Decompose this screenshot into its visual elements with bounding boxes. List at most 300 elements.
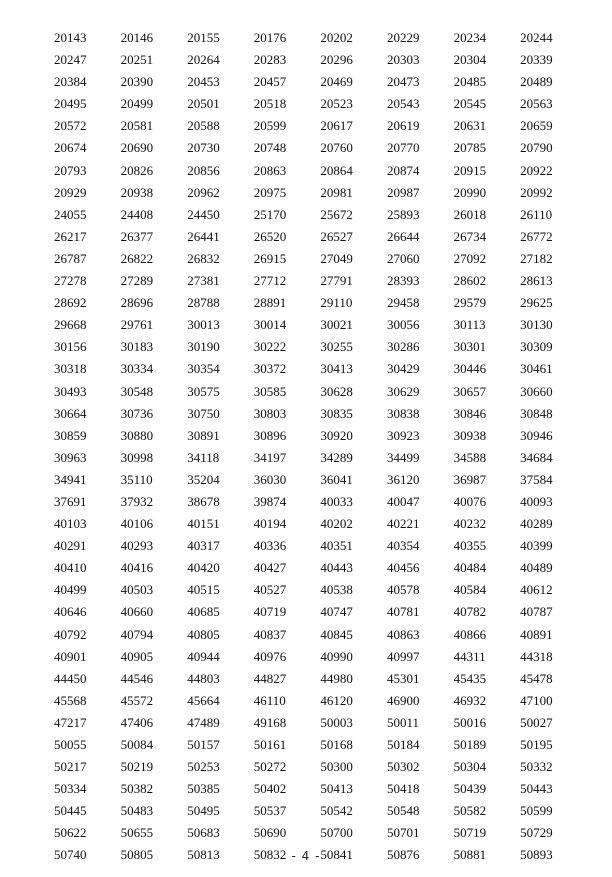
- number-cell: 46110: [253, 692, 286, 708]
- number-cell: 20234: [453, 30, 487, 45]
- number-cell: 30629: [386, 383, 420, 399]
- number-cell: 30575: [187, 383, 220, 399]
- number-cell: 20499: [120, 96, 154, 112]
- number-cell: 36120: [386, 471, 420, 487]
- number-cell: 20202: [320, 30, 353, 45]
- number-cell: 20390: [120, 74, 154, 90]
- number-cell: 20856: [187, 162, 220, 178]
- number-cell: 36030: [253, 471, 287, 487]
- number-cell: 25672: [320, 206, 353, 222]
- number-cell: 20155: [187, 30, 220, 45]
- number-cell: 27791: [320, 273, 353, 289]
- number-cell: 50542: [320, 803, 353, 819]
- number-cell: 40976: [253, 648, 287, 664]
- number-cell: 20581: [120, 118, 154, 134]
- number-cell: 40399: [520, 538, 553, 554]
- number-cell: 26822: [120, 250, 154, 266]
- number-cell: 40863: [386, 626, 420, 642]
- number-cell: 20793: [54, 162, 87, 178]
- number-cell: 20304: [453, 52, 487, 68]
- number-cell: 50701: [386, 825, 420, 841]
- number-cell: 30938: [453, 427, 487, 443]
- number-cell: 27060: [386, 250, 420, 266]
- number-cell: 50690: [253, 825, 287, 841]
- number-cell: 30113: [453, 317, 486, 333]
- number-cell: 27289: [120, 273, 154, 289]
- number-cell: 26915: [253, 250, 287, 266]
- number-cell: 27381: [187, 273, 220, 289]
- number-cell: 30891: [187, 427, 220, 443]
- number-cell: 30286: [386, 339, 420, 355]
- number-cell: 20599: [253, 118, 287, 134]
- number-cell: 50189: [453, 737, 487, 752]
- number-cell: 45664: [187, 692, 220, 708]
- number-cell: 50813: [187, 847, 220, 863]
- number-cell: 50841: [320, 847, 353, 863]
- number-cell: 20457: [253, 74, 287, 90]
- number-cell: 30183: [120, 339, 154, 355]
- number-cell: 40033: [320, 493, 353, 509]
- number-cell: 28692: [54, 295, 87, 311]
- number-cell: 40805: [187, 626, 220, 642]
- number-cell: 30946: [520, 427, 553, 443]
- number-cell: 40232: [453, 516, 487, 532]
- number-cell: 29625: [520, 295, 553, 311]
- number-cell: 30664: [54, 405, 87, 421]
- number-cell: 30657: [453, 383, 487, 399]
- number-cell: 29668: [54, 317, 87, 333]
- number-cell: 20473: [386, 74, 420, 90]
- number-cell: 30255: [320, 339, 353, 355]
- number-cell: 30354: [187, 361, 220, 377]
- number-cell: 30859: [54, 427, 87, 443]
- number-cell: 20469: [320, 74, 353, 90]
- number-cell: 50334: [54, 781, 87, 797]
- number-cell: 28602: [453, 273, 487, 289]
- number-cell: 30222: [253, 339, 287, 355]
- number-cell: 28891: [253, 295, 287, 311]
- number-cell: 28613: [520, 273, 553, 289]
- number-cell: 30190: [187, 339, 220, 355]
- number-cell: 20864: [320, 162, 353, 178]
- number-cell: 25170: [253, 206, 287, 222]
- number-cell: 40151: [187, 516, 220, 532]
- number-cell: 30301: [453, 339, 487, 355]
- number-cell: 36041: [320, 471, 353, 487]
- number-cell: 40291: [54, 538, 87, 554]
- number-cell: 20572: [54, 118, 87, 134]
- number-cell: 50537: [253, 803, 287, 819]
- number-cell: 29761: [120, 317, 154, 333]
- number-cell: 46932: [453, 692, 487, 708]
- number-cell: 20659: [520, 118, 553, 134]
- number-cell: 44318: [520, 648, 553, 664]
- number-cell: 26217: [54, 228, 87, 244]
- number-cell: 50683: [187, 825, 220, 841]
- number-cell: 45568: [54, 692, 87, 708]
- number-cell: 40503: [120, 582, 154, 598]
- number-cell: 40202: [320, 516, 353, 532]
- number-cell: 50272: [253, 759, 287, 775]
- number-cell: 30493: [54, 383, 87, 399]
- number-cell: 20785: [453, 140, 487, 156]
- page-number: - 4 -: [291, 849, 321, 863]
- number-cell: 30548: [120, 383, 154, 399]
- number-cell: 39874: [253, 493, 287, 509]
- number-cell: 50805: [120, 847, 154, 863]
- number-cell: 50300: [320, 759, 353, 775]
- number-cell: 40456: [386, 560, 420, 576]
- number-cell: 38678: [187, 493, 220, 509]
- number-cell: 26441: [187, 228, 220, 244]
- number-cell: 20495: [54, 96, 87, 112]
- number-cell: 20760: [320, 140, 353, 156]
- number-cell: 26377: [120, 228, 154, 244]
- number-cell: 20251: [120, 52, 154, 68]
- number-cell: 50302: [386, 759, 420, 775]
- number-cell: 40660: [120, 604, 154, 620]
- number-cell: 37691: [54, 493, 87, 509]
- number-cell: 20543: [386, 96, 420, 112]
- number-cell: 30803: [253, 405, 287, 421]
- number-cell: 40221: [386, 516, 420, 532]
- number-cell: 26527: [320, 228, 353, 244]
- number-cell: 30021: [320, 317, 353, 333]
- number-cell: 20501: [187, 96, 220, 112]
- number-cell: 40103: [54, 516, 87, 532]
- number-cell: 30413: [320, 361, 353, 377]
- number-cell: 45435: [453, 670, 487, 686]
- number-cell: 37584: [520, 471, 553, 487]
- number-cell: 47406: [120, 714, 154, 730]
- number-cell: 20247: [54, 52, 87, 68]
- number-cell: 30923: [386, 427, 420, 443]
- number-cell: 40787: [520, 604, 553, 620]
- number-cell: 40076: [453, 493, 487, 509]
- number-cell: 50483: [120, 803, 154, 819]
- number-cell: 30998: [120, 449, 154, 465]
- number-cell: 36987: [453, 471, 487, 487]
- number-cell: 50893: [520, 847, 553, 863]
- number-cell: 30014: [253, 317, 287, 333]
- number-cell: 26832: [187, 250, 220, 266]
- number-cell: 50832: [253, 847, 287, 863]
- number-cell: 20987: [386, 184, 420, 200]
- number-cell: 40837: [253, 626, 287, 642]
- number-cell: 40416: [120, 560, 154, 576]
- number-cell: 40584: [453, 582, 487, 598]
- number-cell: 40905: [120, 648, 154, 664]
- number-cell: 40420: [187, 560, 220, 576]
- number-cell: 25893: [386, 206, 420, 222]
- number-cell: 20545: [453, 96, 487, 112]
- number-cell: 40866: [453, 626, 487, 642]
- number-cell: 40578: [386, 582, 420, 598]
- number-cell: 50439: [453, 781, 487, 797]
- number-cell: 26110: [520, 206, 553, 222]
- number-cell: 30848: [520, 405, 553, 421]
- number-cell: 50418: [386, 781, 420, 797]
- number-cell: 50161: [253, 737, 287, 752]
- number-cell: 50011: [386, 714, 419, 730]
- number-cell: 40527: [253, 582, 287, 598]
- number-cell: 34499: [386, 449, 420, 465]
- number-cell: 40997: [386, 648, 420, 664]
- number-cell: 30429: [386, 361, 420, 377]
- number-cell: 44827: [253, 670, 287, 686]
- number-cell: 50084: [120, 737, 154, 752]
- number-cell: 30318: [54, 361, 87, 377]
- number-cell: 20453: [187, 74, 220, 90]
- number-cell: 40427: [253, 560, 287, 576]
- number-cell: 30461: [520, 361, 553, 377]
- number-cell: 20229: [386, 30, 420, 45]
- number-cell: 50729: [520, 825, 553, 841]
- number-cell: 20264: [187, 52, 220, 68]
- number-cell: 47100: [520, 692, 553, 708]
- number-cell: 40499: [54, 582, 87, 598]
- number-cell: 40293: [120, 538, 154, 554]
- number-cell: 30628: [320, 383, 353, 399]
- number-cell: 29579: [453, 295, 487, 311]
- number-cell: 50402: [253, 781, 287, 797]
- number-cell: 40336: [253, 538, 287, 554]
- number-cell: 40944: [187, 648, 220, 664]
- number-cell: 20523: [320, 96, 353, 112]
- number-cell: 44546: [120, 670, 154, 686]
- number-cell: 30846: [453, 405, 487, 421]
- number-cell: 40194: [253, 516, 287, 532]
- number-cell: 49168: [253, 714, 287, 730]
- number-cell: 50219: [120, 759, 154, 775]
- number-cell: 20915: [453, 162, 487, 178]
- number-cell: 50016: [453, 714, 487, 730]
- number-cell: 50740: [54, 847, 87, 863]
- number-cell: 50055: [54, 737, 87, 752]
- number-cell: 24450: [187, 206, 220, 222]
- number-cell: 40612: [520, 582, 553, 598]
- number-cell: 46120: [320, 692, 353, 708]
- number-cell: 34118: [187, 449, 220, 465]
- number-cell: 34941: [54, 471, 87, 487]
- number-cell: 26644: [386, 228, 420, 244]
- number-cell: 50382: [120, 781, 154, 797]
- number-cell: 20981: [320, 184, 353, 200]
- number-cell: 46900: [386, 692, 420, 708]
- number-cell: 28788: [187, 295, 220, 311]
- number-cell: 20674: [54, 140, 87, 156]
- number-cell: 40289: [520, 516, 553, 532]
- number-cell: 20690: [120, 140, 154, 156]
- number-cell: 26787: [54, 250, 87, 266]
- number-table: [54, 27, 587, 867]
- number-cell: 24408: [120, 206, 154, 222]
- number-cell: 26734: [453, 228, 487, 244]
- number-cell: 20992: [520, 184, 553, 200]
- number-cell: 40901: [54, 648, 87, 664]
- number-cell: 50582: [453, 803, 487, 819]
- number-cell: 37932: [120, 493, 154, 509]
- number-cell: 50413: [320, 781, 353, 797]
- number-cell: 29458: [386, 295, 420, 311]
- number-cell: 27182: [520, 250, 553, 266]
- number-cell: 26520: [253, 228, 287, 244]
- number-cell: 24055: [54, 206, 87, 222]
- number-cell: 44450: [54, 670, 87, 686]
- number-cell: 50385: [187, 781, 220, 797]
- number-cell: 34684: [520, 449, 553, 465]
- number-cell: 40443: [320, 560, 353, 576]
- number-cell: 20303: [386, 52, 420, 68]
- number-cell: 50700: [320, 825, 353, 841]
- number-cell: 30838: [386, 405, 420, 421]
- number-cell: 34197: [253, 449, 287, 465]
- number-cell: 40719: [253, 604, 287, 620]
- number-cell: 20283: [253, 52, 287, 68]
- number-cell: 50253: [187, 759, 220, 775]
- number-cell: 50876: [386, 847, 420, 863]
- number-cell: 26018: [453, 206, 487, 222]
- number-cell: 47217: [54, 714, 87, 730]
- number-cell: 50719: [453, 825, 487, 841]
- number-cell: 20938: [120, 184, 154, 200]
- number-cell: 50443: [520, 781, 553, 797]
- number-cell: 28696: [120, 295, 154, 311]
- number-cell: 50445: [54, 803, 87, 819]
- number-cell: 40093: [520, 493, 553, 509]
- number-cell: 45301: [386, 670, 420, 686]
- number-cell: 40515: [187, 582, 220, 598]
- number-cell: 40685: [187, 604, 220, 620]
- number-cell: 30896: [253, 427, 287, 443]
- number-cell: 30880: [120, 427, 154, 443]
- number-cell: 20790: [520, 140, 553, 156]
- number-cell: 40410: [54, 560, 87, 576]
- number-cell: 20588: [187, 118, 220, 134]
- number-cell: 30835: [320, 405, 353, 421]
- number-cell: 30309: [520, 339, 553, 355]
- number-cell: 20962: [187, 184, 220, 200]
- number-cell: 27092: [453, 250, 487, 266]
- number-cell: 40317: [187, 538, 220, 554]
- number-cell: 50168: [320, 737, 353, 752]
- number-cell: 30920: [320, 427, 353, 443]
- number-cell: 20631: [453, 118, 487, 134]
- number-cell: 40538: [320, 582, 353, 598]
- number-cell: 20748: [253, 140, 287, 156]
- number-cell: 44311: [453, 648, 486, 664]
- number-cell: 50157: [187, 737, 220, 752]
- number-cell: 50655: [120, 825, 154, 841]
- number-cell: 30130: [520, 317, 553, 333]
- number-cell: 27712: [253, 273, 287, 289]
- number-cell: 30585: [253, 383, 287, 399]
- number-cell: 44803: [187, 670, 220, 686]
- number-cell: 30446: [453, 361, 487, 377]
- number-cell: 30056: [386, 317, 420, 333]
- number-cell: 30736: [120, 405, 154, 421]
- number-cell: 40354: [386, 538, 420, 554]
- number-cell: 40646: [54, 604, 87, 620]
- number-cell: 40794: [120, 626, 154, 642]
- number-cell: 50495: [187, 803, 220, 819]
- number-cell: 40891: [520, 626, 553, 642]
- number-cell: 47489: [187, 714, 220, 730]
- number-cell: 35110: [120, 471, 153, 487]
- number-cell: 50195: [520, 737, 553, 752]
- number-cell: 40047: [386, 493, 420, 509]
- number-cell: 40484: [453, 560, 487, 576]
- number-cell: 20619: [386, 118, 420, 134]
- number-cell: 50881: [453, 847, 487, 863]
- number-cell: 20485: [453, 74, 487, 90]
- number-cell: 20176: [253, 30, 287, 45]
- number-cell: 40489: [520, 560, 553, 576]
- number-cell: 20384: [54, 74, 87, 90]
- number-cell: 20929: [54, 184, 87, 200]
- number-cell: 44980: [320, 670, 353, 686]
- number-cell: 30156: [54, 339, 87, 355]
- number-cell: 40845: [320, 626, 353, 642]
- number-cell: 20339: [520, 52, 553, 68]
- number-cell: 40355: [453, 538, 487, 554]
- number-cell: 20563: [520, 96, 553, 112]
- number-cell: 34588: [453, 449, 487, 465]
- number-cell: 45572: [120, 692, 154, 708]
- number-cell: 20146: [120, 30, 154, 45]
- number-cell: 45478: [520, 670, 553, 686]
- number-cell: 50217: [54, 759, 87, 775]
- number-cell: 50332: [520, 759, 553, 775]
- number-cell: 30963: [54, 449, 87, 465]
- number-cell: 27278: [54, 273, 87, 289]
- number-cell: 40990: [320, 648, 353, 664]
- number-cell: 40781: [386, 604, 420, 620]
- number-cell: 20826: [120, 162, 154, 178]
- number-cell: 35204: [187, 471, 220, 487]
- number-cell: 20489: [520, 74, 553, 90]
- number-cell: 50027: [520, 714, 553, 730]
- number-cell: 26772: [520, 228, 553, 244]
- number-cell: 50622: [54, 825, 87, 841]
- number-cell: 20922: [520, 162, 553, 178]
- number-cell: 30372: [253, 361, 287, 377]
- number-cell: 50599: [520, 803, 553, 819]
- number-cell: 20874: [386, 162, 420, 178]
- number-cell: 30013: [187, 317, 220, 333]
- number-cell: 28393: [386, 273, 420, 289]
- number-cell: 27049: [320, 250, 353, 266]
- number-cell: 34289: [320, 449, 353, 465]
- number-cell: 30660: [520, 383, 553, 399]
- number-cell: 50184: [386, 737, 420, 752]
- number-cell: 40782: [453, 604, 487, 620]
- number-cell: 20975: [253, 184, 287, 200]
- number-cell: 40351: [320, 538, 353, 554]
- number-cell: 40747: [320, 604, 353, 620]
- number-cell: 20296: [320, 52, 353, 68]
- number-cell: 20143: [54, 30, 87, 45]
- number-cell: 40792: [54, 626, 87, 642]
- number-cell: 20770: [386, 140, 420, 156]
- number-cell: 50548: [386, 803, 420, 819]
- number-cell: 50304: [453, 759, 487, 775]
- number-cell: 20518: [253, 96, 287, 112]
- number-cell: 20990: [453, 184, 487, 200]
- number-cell: 50003: [320, 714, 353, 730]
- number-cell: 20244: [520, 30, 553, 45]
- number-cell: 30334: [120, 361, 154, 377]
